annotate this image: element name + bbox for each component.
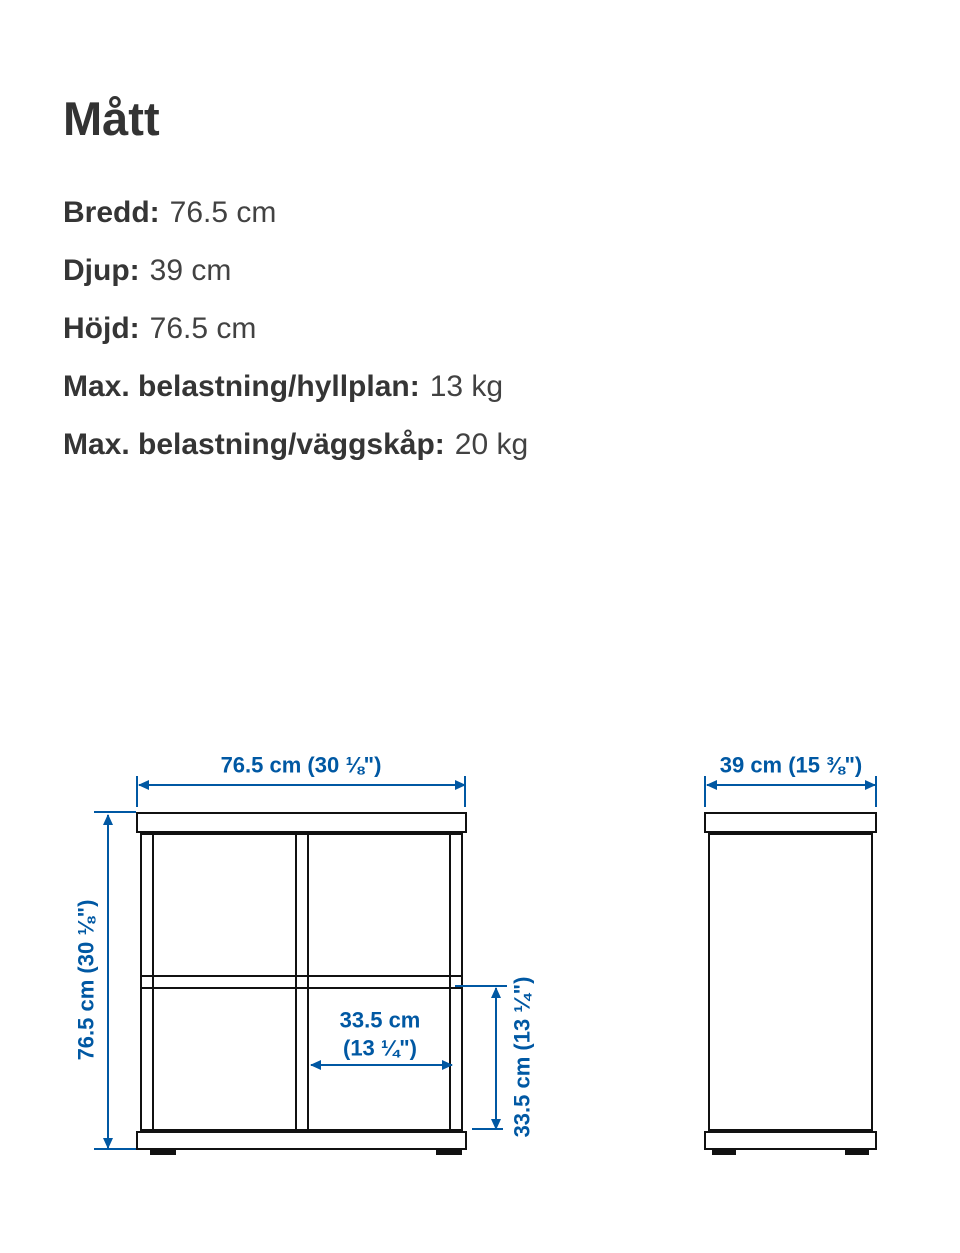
inner-width-arrow xyxy=(311,1064,452,1066)
side-right-foot xyxy=(845,1150,869,1155)
spec-row-max-load-shelf xyxy=(63,358,528,416)
spec-row-max-load-wall xyxy=(63,416,528,474)
spec-row-depth xyxy=(63,242,528,300)
spec-value: 20 kg xyxy=(454,428,529,461)
side-left-foot xyxy=(712,1150,736,1155)
spec-label: Djup: xyxy=(63,254,140,287)
front-right-foot xyxy=(436,1150,462,1155)
front-left-foot xyxy=(150,1150,176,1155)
front-bottom-panel xyxy=(136,1131,467,1150)
front-height-arrow xyxy=(107,815,109,1148)
spec-label: Max. belastning/hyllplan: xyxy=(63,370,420,403)
spec-value: 39 cm xyxy=(149,254,232,287)
inner-width-label-line1: 33.5 cm xyxy=(339,1007,421,1033)
inner-width-label-line2: (13 ¼") xyxy=(342,1035,418,1060)
inner-height-dimension-label: 33.5 cm (13 ¼") xyxy=(509,976,535,1138)
side-bottom-panel xyxy=(704,1131,877,1150)
inner-width-dimension-label xyxy=(340,1007,421,1062)
side-body xyxy=(708,833,873,1131)
front-body xyxy=(140,833,463,1131)
spec-label: Höjd: xyxy=(63,312,140,345)
dimension-tick xyxy=(94,811,136,813)
dimension-tick xyxy=(94,1148,136,1150)
spec-value: 76.5 cm xyxy=(169,196,277,229)
front-height-dimension-label: 76.5 cm (30 ⅛") xyxy=(73,899,99,1061)
spec-label: Max. belastning/väggskåp: xyxy=(63,428,445,461)
side-top-panel xyxy=(704,812,877,833)
spec-value: 13 kg xyxy=(429,370,504,403)
inner-height-arrow xyxy=(495,988,497,1129)
front-top-panel xyxy=(136,812,467,833)
front-width-arrow xyxy=(139,784,465,786)
front-middle-shelf xyxy=(142,975,461,989)
spec-label: Bredd: xyxy=(63,196,160,229)
page-title: Mått xyxy=(63,92,160,146)
spec-list xyxy=(63,184,528,474)
side-depth-arrow xyxy=(707,784,875,786)
spec-row-width xyxy=(63,184,528,242)
spec-row-height xyxy=(63,300,528,358)
spec-value: 76.5 cm xyxy=(149,312,257,345)
front-width-dimension-label: 76.5 cm (30 ⅛") xyxy=(220,752,382,778)
side-depth-dimension-label: 39 cm (15 ⅜") xyxy=(719,752,863,778)
